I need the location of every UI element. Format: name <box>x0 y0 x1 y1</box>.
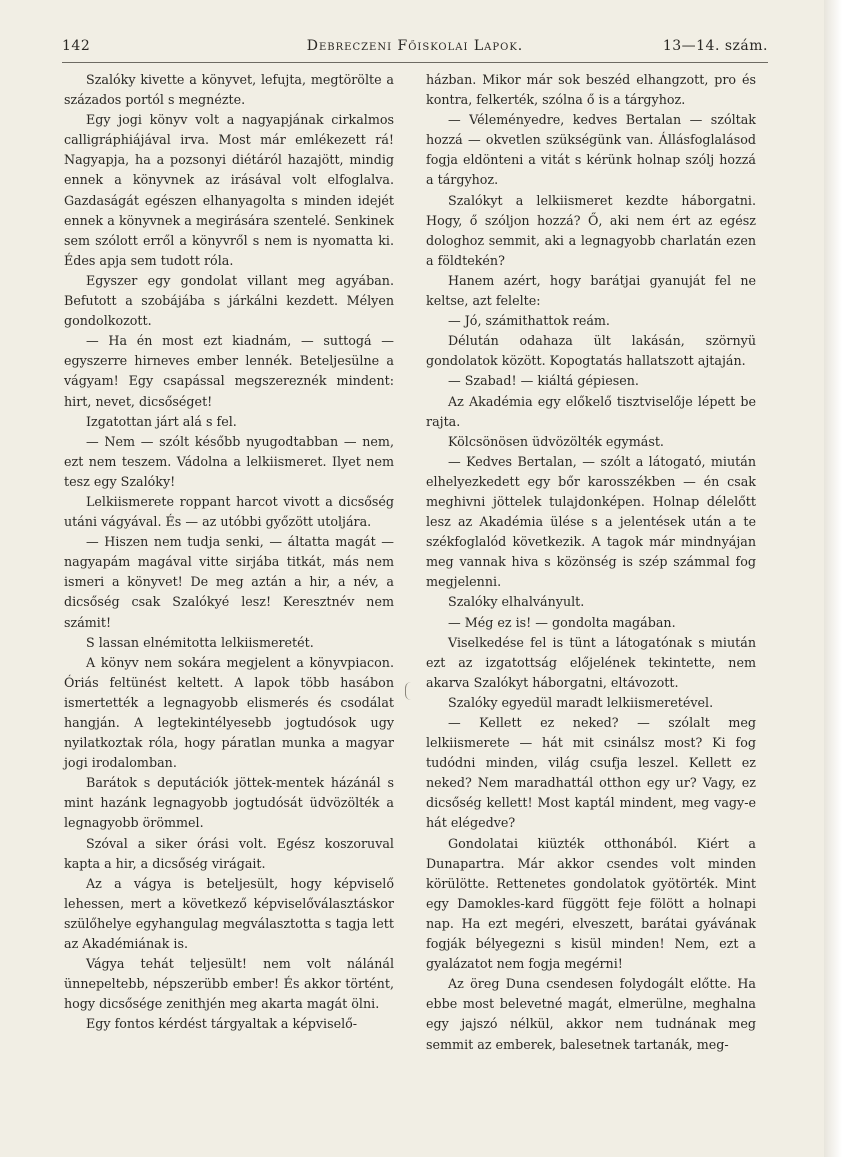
paragraph: — Nem — szólt később nyugodtabban — nem, ezt nem teszem. Vádolna a lelkiismeret. Ilyet nem tesz egy Szalóky! <box>64 433 394 489</box>
paragraph: — Még ez is! — gondolta magában. <box>448 614 676 630</box>
paragraph: — Véleményedre, kedves Bertalan — szóltak hozzá — okvetlen szükségünk van. Állásfoglalásod fogja eldönteni a vitát s kérünk holnap szólj hozzá a tárgyhoz. <box>426 112 756 188</box>
paragraph: — Hiszen nem tudja senki, — áltatta magát — nagyapám magával vitte sirjába titkát, más nem ismeri a könyvet! De meg aztán a hir, a név, a dicsőség csak Szalókyé lesz! Keresztnév nem számit! <box>64 534 394 630</box>
paragraph: Szalókyt a lelkiismeret kezdte háborgatni. Hogy, ő szóljon hozzá? Ő, aki nem ért az egész dologhoz semmit, aki a legnagyobb charlatán ezen a földtekén? <box>426 192 756 268</box>
paragraph: Izgatottan járt alá s fel. <box>86 413 237 429</box>
paragraph: Gondolatai kiüzték otthonából. Kiért a Dunapartra. Már akkor csendes volt minden körülötte. Rettenetes gondolatok gyötörték. Mint egy Damokles-kard függött feje fölött a holnapi nap. Ha ezt megéri, elveszett, barátai gyávának fogják bélyegezni s kisül minden! Nem, ezt a gyalázatot nem fogja megérni! <box>426 835 756 972</box>
paragraph: Az Akadémia egy előkelő tisztviselője lépett be rajta. <box>426 393 756 429</box>
paragraph: Szóval a siker órási volt. Egész koszoruval kapta a hir, a dicsőség virágait. <box>64 835 394 871</box>
page-header <box>62 36 768 63</box>
paragraph: Vágya tehát teljesült! nem volt nálánál ünnepeltebb, népszerübb ember! És akkor történt, hogy dicsősége zenithjén meg akarta magát ölni. <box>64 956 394 1012</box>
paragraph: Lelkiismerete roppant harcot vivott a dicsőség utáni vágyával. És — az utóbbi győzött utoljára. <box>64 493 394 530</box>
paragraph: Viselkedése fel is tünt a látogatónak s miután ezt az izgatottság előjelének tekintette, nem akarva Szalókyt háborgatni, eltávozott. <box>426 634 756 690</box>
paragraph: Szalóky kivette a könyvet, lefujta, megtörölte a százados portól s megnézte. <box>64 72 394 108</box>
paragraph: — Szabad! — kiáltá gépiesen. <box>448 373 639 389</box>
paragraph: — Kellett ez neked? — szólalt meg lelkiismerete — hát mit csinálsz most? Ki fog tudódni minden, világ csufja leszel. Kellett ez neked? Nem maradhattál otthon egy ur? Vagy, ez dicsőség kellett! Most kaptál mindent, meg vagy-e hát elégedve? <box>426 715 756 831</box>
paragraph: Barátok s deputációk jöttek-mentek házánál s mint hazánk legnagyobb jogtudósát üdvözölték a legnagyobb örömmel. <box>64 775 394 831</box>
scan-page-edge <box>824 0 842 1157</box>
issue-number: 13—14. szám. <box>662 38 768 54</box>
paragraph: Az öreg Duna csendesen folydogált előtte. Ha ebbe most belevetné magát, elmerülne, meghalna egy jajszó nélkül, akkor nem tudnának meg semmit az emberek, balesetnek tartanák, meg- <box>426 976 756 1052</box>
paragraph: Egy fontos kérdést tárgyaltak a képviselő- <box>86 1016 358 1032</box>
paragraph: — Kedves Bertalan, — szólt a látogató, miután elhelyezkedett egy bőr karosszékben — én csak meghivni jöttelek tulajdonképen. Holnap délelőtt lesz az Akadémia ülése s a jelentések után a te székfoglalód következik. A tagok már mindnyájan meg vannak hiva s közönség is szép számmal fog megjelenni. <box>426 453 756 590</box>
paragraph: — Jó, számithattok reám. <box>448 313 610 329</box>
paragraph: házban. Mikor már sok beszéd elhangzott, pro és kontra, felkerték, szólna ő is a tárgyhoz. <box>426 72 756 108</box>
paragraph: Délután odahaza ült lakásán, szörnyü gondolatok között. Kopogtatás hallatszott ajtaján. <box>426 333 756 369</box>
paragraph: S lassan elnémitotta lelkiismeretét. <box>86 634 314 650</box>
paragraph: Egy jogi könyv volt a nagyapjának cirkalmos calligráphiájával irva. Most már emlékezett rá! Nagyapja, ha a pozsonyi diétáról hazajött, mindig ennek a könyvnek az irásával volt elfoglalva. Gazdaságát egészen elhanyagolta s minden idejét ennek a könyvnek a megirására szentelé. Senkinek sem szólott erről a könyvről s nem is nyomatta ki. Édes apja sem tudott róla. <box>64 112 394 268</box>
paragraph: Az a vágya is beteljesült, hogy képviselő lehessen, mert a következő képviselőválasztáskor szülőhelye egyhangulag megválasztotta s tagja lett az Akadémiának is. <box>64 875 394 952</box>
paragraph: A könyv nem sokára megjelent a könyvpiacon. Óriás feltünést keltett. A lapok több hasábon ismertették a legnagyobb elismerés és csodálat hangján. A legtekintélyesebb jogtudósok ugy nyilatkoztak róla, hogy páratlan munka a magyar jogi irodalomban. <box>64 654 394 771</box>
margin-bracket-mark <box>405 682 412 700</box>
page-number: 142 <box>62 38 91 54</box>
right-column <box>426 70 756 1055</box>
paragraph: Hanem azért, hogy barátjai gyanuját fel ne keltse, azt felelte: <box>426 272 756 309</box>
paragraph: Kölcsönösen üdvözölték egymást. <box>448 433 664 449</box>
paragraph: Egyszer egy gondolat villant meg agyában. Befutott a szobájába s járkálni kezdett. Mélyen gondolkozott. <box>64 272 394 329</box>
paragraph: — Ha én most ezt kiadnám, — suttogá — egyszerre hirneves ember lennék. Beteljesülne a vágyam! Egy csapással megszereznék mindent: hirt, nevet, dicsőséget! <box>64 333 394 409</box>
paragraph: Szalóky elhalványult. <box>448 594 585 610</box>
journal-title: Debreczeni Főiskolai Lapok. <box>306 38 524 54</box>
paragraph: Szalóky egyedül maradt lelkiismeretével. <box>448 694 714 710</box>
left-column <box>64 70 394 1035</box>
